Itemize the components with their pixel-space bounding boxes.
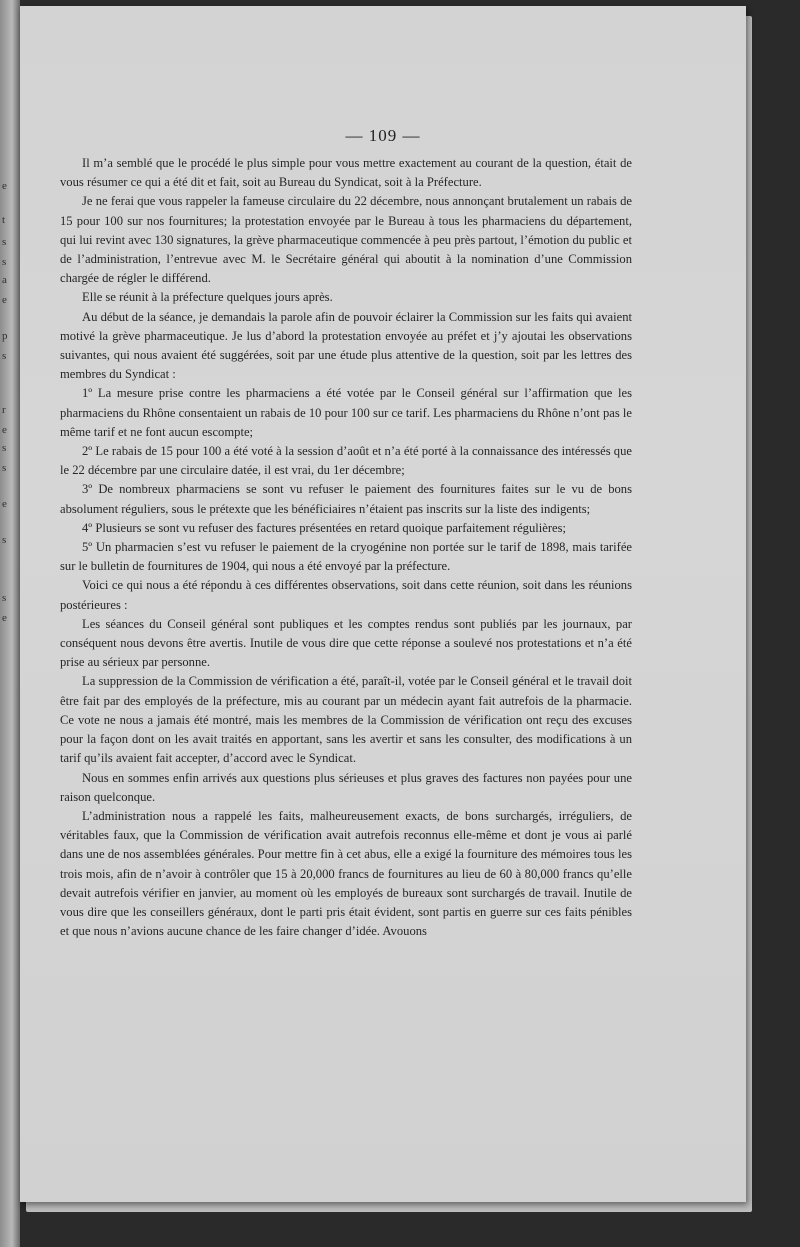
margin-fragment: e [2, 294, 7, 306]
paragraph: Voici ce qui nous a été répondu à ces différentes observations, soit dans cette réunion, soit dans les réunions postérieures : [60, 578, 632, 612]
list-item-paragraph: 2º Le rabais de 15 pour 100 a été voté à la session d’août et n’a été porté à la connaissance des intéressés que le 22 décembre par une circulaire datée, il est vrai, du 1er décembre; [60, 444, 632, 478]
margin-fragment: e [2, 424, 7, 436]
list-item-paragraph: 5º Un pharmacien s’est vu refuser le paiement de la cryogénine non portée sur le tarif de 1898, mais tarifée sur le bulletin de fournitures de 1904, qui nous a été envoyé par la préfecture. [60, 540, 632, 574]
margin-fragment: s [2, 236, 7, 248]
list-item-paragraph: 1º La mesure prise contre les pharmaciens a été votée par le Conseil général sur l’affirmation que les pharmaciens du Rhône consentaient un rabais de 10 pour 100 sur ce tarif. Les pharmaciens du Rhône n’ont pas le même tarif et ne font aucun escompte; [60, 386, 632, 439]
paragraph: Je ne ferai que vous rappeler la fameuse circulaire du 22 décembre, nous annonçant brutalement un rabais de 15 pour 100 sur nos fournitures; la protestation envoyée par le Bureau à tous les pharmaciens du département, qui lui revint avec 130 signatures, la grève pharmaceutique commencée à peu près partout, l’émotion du public et de l’administration, l’entrevue avec M. le Secrétaire général qui aboutit à la nomination d’une Commission chargée de régler le différend. [60, 194, 632, 286]
margin-fragment: e [2, 498, 7, 510]
margin-fragment: e [2, 180, 7, 192]
margin-fragment: p [2, 330, 8, 342]
margin-fragment: t [2, 214, 6, 226]
paragraph: Au début de la séance, je demandais la parole afin de pouvoir éclairer la Commission sur les faits qui avaient motivé la grève pharmaceutique. Je lus d’abord la protestation envoyée au préfet et j’y ajoutai les observations suivantes, qui nous avaient été suggérées, soit par une étude plus attentive de la question, soit par les lettres des membres du Syndicat : [60, 309, 632, 382]
paragraph: Les séances du Conseil général sont publiques et les comptes rendus sont publiés par les journaux, par conséquent nous devons être avertis. Inutile de vous dire que cette réponse a soulevé nos protestations et n’a été prise au sérieux par personne. [60, 616, 632, 670]
paragraph: Nous en sommes enfin arrivés aux questions plus sérieuses et plus graves des factures non payées pour une raison quelconque. [60, 770, 632, 804]
margin-fragment: s [2, 350, 7, 362]
paragraph: La suppression de la Commission de vérification a été, paraît-il, votée par le Conseil général et le travail doit être fait par des employés de la préfecture, mis au courant par un médecin ayant fait autrefois de la pharmacie. Ce vote ne nous a jamais été montré, mais les membres de la Commission de vérification ont reçu des excuses pour la façon dont on les avait traités en apportant, sans les avertir et sans les consulter, des modifications à un tarif qu’ils avaient fait accepter, d’accord avec le Syndicat. [60, 674, 632, 766]
margin-fragment: s [2, 534, 7, 546]
margin-fragment: s [2, 442, 7, 454]
margin-fragment: r [2, 404, 6, 416]
body-text [60, 154, 632, 941]
document-page [20, 6, 746, 1202]
margin-fragment: a [2, 274, 7, 286]
margin-fragment: e [2, 612, 7, 624]
margin-fragment: s [2, 256, 7, 268]
paragraph: Il m’a semblé que le procédé le plus simple pour vous mettre exactement au courant de la question, était de vous résumer ce qui a été dit et fait, soit au Bureau du Syndicat, soit à la Préfecture. [60, 156, 632, 190]
list-item-paragraph: 3º De nombreux pharmaciens se sont vu refuser le paiement des fournitures faites sur le vu de bons absolument réguliers, sous le prétexte que les bénéficiaires n’étaient pas inscrits sur la liste des indigents; [60, 482, 632, 516]
adjacent-page-edge [0, 0, 20, 1247]
margin-fragment: s [2, 592, 7, 604]
paragraph: Elle se réunit à la préfecture quelques jours après. [82, 290, 333, 305]
page-number: — 109 — [345, 126, 421, 145]
paragraph: L’administration nous a rappelé les faits, malheureusement exacts, de bons surchargés, irréguliers, de véritables faux, que la Commission de vérification avait autrefois reconnus elle-même et dont je vous ai parlé dans une de nos assemblées générales. Pour mettre fin à cet abus, elle a exigé la fourniture des mémoires tous les trois mois, afin de n’avoir à contrôler que 15 à 20,000 francs de fournitures au lieu de 60 à 80,000 francs qu’elle devait autrefois vérifier en janvier, au moment où les employés de bureaux sont surchargés de travail. Inutile de vous dire que les conseillers généraux, dont le parti pris était évident, sont partis en guerre sur ces faits pénibles et que nous n’avions aucune chance de les faire changer d’idée. Avouons [60, 808, 632, 939]
list-item-paragraph: 4º Plusieurs se sont vu refuser des factures présentées en retard quoique parfaitement régulières; [82, 520, 567, 535]
margin-fragment: s [2, 462, 7, 474]
